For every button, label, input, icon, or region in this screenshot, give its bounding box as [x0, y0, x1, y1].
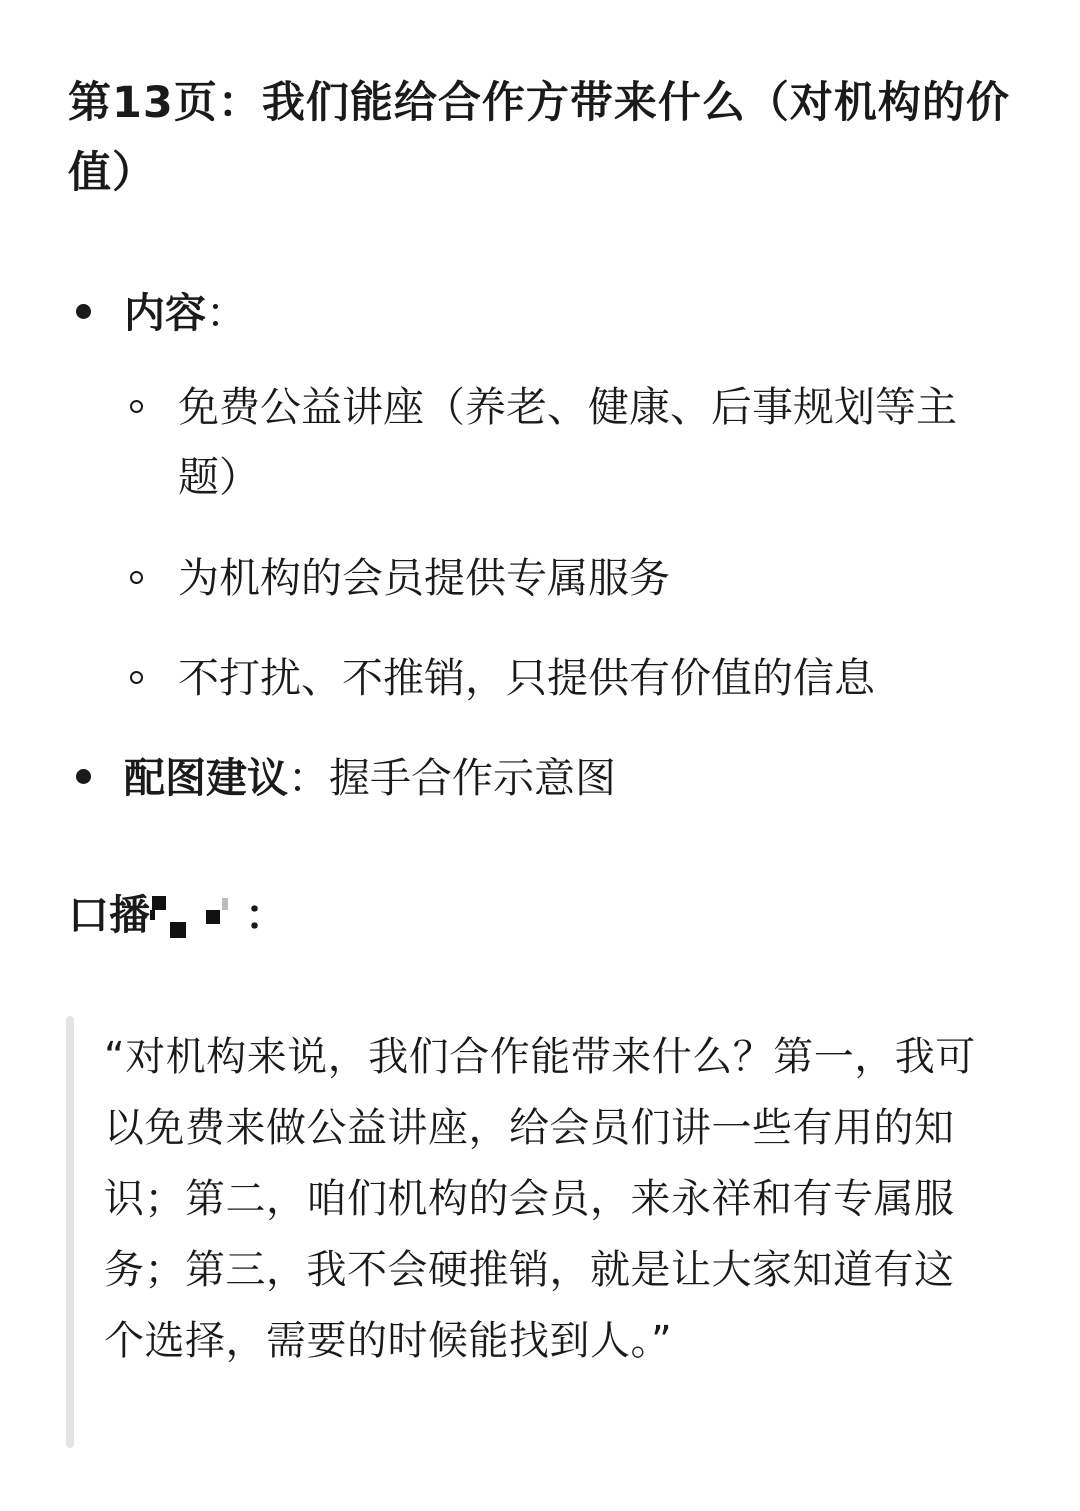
script-heading	[68, 880, 286, 950]
script-label: 口播	[68, 891, 150, 939]
script-quote: “对机构来说，我们合作能带来什么？第一，我可以免费来做公益讲座，给会员们讲一些有用的知识；第二，咱们机构的会员，来永祥和有专属服务；第三，我不会硬推销，就是让大家知道有这个选择，需要的时候能找到人。”	[104, 1034, 976, 1364]
script-suffix: ：	[245, 891, 286, 939]
page-heading: 第13页：我们能给合作方带来什么（对机构的价值）	[68, 78, 1010, 198]
hollow-circle-icon	[130, 571, 143, 584]
bullet-separator: ：	[206, 289, 247, 337]
bullet-dot-icon	[76, 769, 91, 784]
bullet-value: 握手合作示意图	[329, 754, 616, 802]
hollow-circle-icon	[130, 671, 143, 684]
subitem-text: 为机构的会员提供专属服务	[178, 554, 670, 602]
blockquote-bar	[66, 1016, 74, 1448]
hollow-circle-icon	[130, 400, 143, 413]
bullet-separator: ：	[288, 754, 329, 802]
bullet-label: 配图建议	[124, 754, 288, 802]
redacted-mosaic	[150, 890, 245, 946]
subitem-text: 免费公益讲座（养老、健康、后事规划等主题）	[178, 383, 957, 501]
bullet-dot-icon	[76, 304, 91, 319]
subitem-text: 不打扰、不推销，只提供有价值的信息	[178, 654, 875, 702]
bullet-label: 内容	[124, 289, 206, 337]
